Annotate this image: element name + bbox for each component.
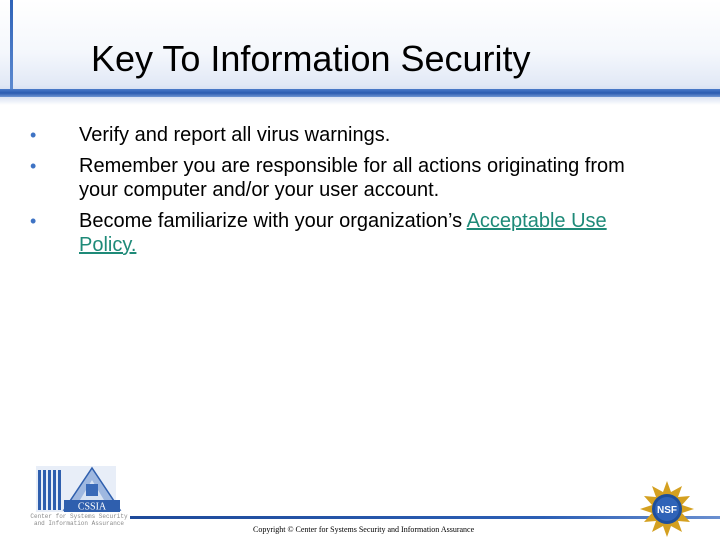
cssia-logo-text: CSSIA [77,501,107,513]
nsf-logo-text: NSF [657,505,677,516]
cssia-logo-caption: Center for Systems Security and Information Assurance [30,513,128,527]
bullet-text: Verify and report all virus warnings. [79,124,391,146]
nsf-logo [638,480,696,538]
header-divider-shadow [0,97,720,105]
bullet-dot: • [30,125,37,145]
footer-divider [130,516,720,519]
bullet-item [0,154,639,202]
bullet-text: Remember you are responsible for all actions originating from your computer and/or your user account. [79,155,625,201]
header-divider-bar [0,89,720,97]
acceptable-use-policy-link[interactable]: Acceptable Use Policy. [79,210,607,256]
bullet-dot: • [30,211,37,231]
bullet-list [0,123,720,257]
bullet-item [0,123,639,147]
bullet-text: Become familiarize with your organization’s [79,210,467,232]
copyright-text: Copyright © Center for Systems Security and Information Assurance [253,525,475,534]
slide-title: Key To Information Security [91,38,531,79]
header-accent-line [10,0,13,92]
bullet-item [0,209,639,257]
bullet-dot: • [30,156,37,176]
